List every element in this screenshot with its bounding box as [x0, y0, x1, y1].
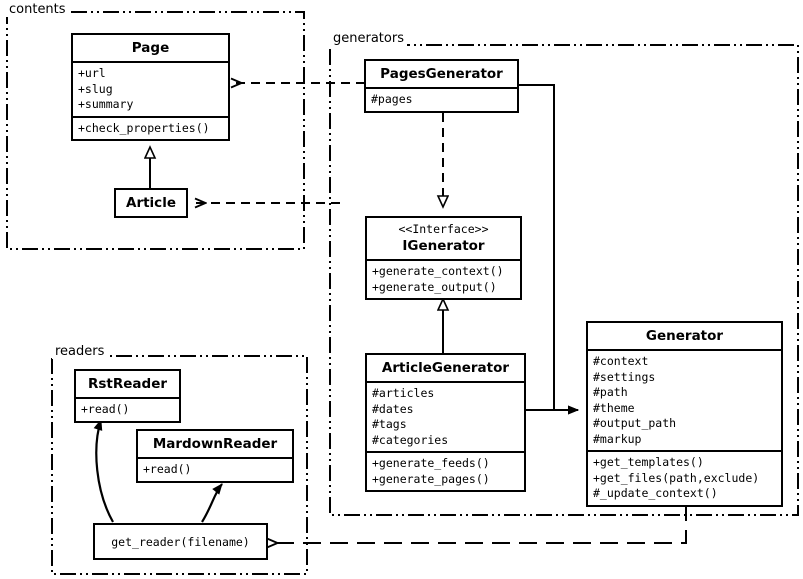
article-class-title: Article: [126, 195, 176, 211]
articlegenerator-class-title: ArticleGenerator: [381, 360, 510, 376]
igenerator-operations: [367, 259, 520, 298]
rstreader-class-title: RstReader: [87, 376, 168, 392]
articlegenerator-attr-tags: #tags: [372, 417, 407, 431]
generator-op-update-context: #_update_context(): [593, 486, 718, 500]
contents-package-label: contents: [6, 2, 69, 17]
generators-package-label: generators: [330, 31, 407, 46]
mardownreader-class[interactable]: [136, 429, 294, 483]
generator-attr-context: #context: [593, 354, 649, 368]
pagesgenerator-class[interactable]: [364, 59, 519, 113]
generator-op-get-templates: +get_templates(): [593, 455, 704, 469]
page-op-check-properties: +check_properties(): [78, 120, 210, 135]
rstreader-op-read: +read(): [81, 402, 130, 416]
generator-attr-theme: #theme: [593, 400, 635, 415]
page-class-title: Page: [131, 40, 170, 56]
rstreader-class[interactable]: [74, 369, 181, 423]
page-attr-summary: +summary: [78, 97, 134, 111]
generator-class-title: Generator: [645, 328, 724, 344]
generator-attr-markup: #markup: [593, 431, 642, 446]
readers-package-label: readers: [52, 344, 107, 359]
page-class-operations: [73, 116, 228, 140]
articlegenerator-attr-articles: #articles: [372, 386, 435, 400]
igenerator-stereotype: <<Interface>>: [398, 222, 489, 236]
articlegenerator-op-generate-feeds: +generate_feeds(): [372, 456, 490, 470]
igenerator-op-generate-context: +generate_context(): [372, 264, 504, 278]
articlegenerator-class[interactable]: [365, 353, 526, 492]
igenerator-interface[interactable]: [365, 216, 522, 300]
get-reader-function[interactable]: [93, 523, 268, 560]
generator-op-get-files: +get_files(path,exclude): [593, 470, 760, 485]
generator-attributes: [588, 349, 781, 450]
get-reader-function-label: get_reader(filename): [111, 534, 250, 549]
page-class[interactable]: [71, 33, 230, 141]
articlegenerator-attr-dates: #dates: [372, 401, 414, 416]
page-attr-slug: +slug: [78, 81, 113, 96]
igenerator-op-generate-output: +generate_output(): [372, 279, 497, 294]
articlegenerator-op-generate-pages: +generate_pages(): [372, 471, 490, 486]
generator-operations: [588, 450, 781, 505]
page-attr-url: +url: [78, 66, 106, 80]
mardownreader-op-read: +read(): [143, 462, 192, 476]
generator-attr-path: #path: [593, 385, 628, 399]
pagesgenerator-class-attributes: [366, 87, 517, 111]
generator-attr-output-path: #output_path: [593, 416, 677, 430]
generator-attr-settings: #settings: [593, 369, 656, 384]
article-class[interactable]: [114, 188, 188, 218]
rstreader-operations: [76, 397, 179, 421]
articlegenerator-attributes: [367, 381, 524, 451]
pagesgenerator-class-title: PagesGenerator: [380, 66, 503, 82]
pagesgenerator-attr-pages: #pages: [371, 92, 413, 106]
articlegenerator-attr-categories: #categories: [372, 432, 449, 447]
page-class-attributes: [73, 61, 228, 116]
generator-class[interactable]: [586, 321, 783, 507]
articlegenerator-operations: [367, 451, 524, 490]
mardownreader-operations: [138, 457, 292, 481]
igenerator-title: IGenerator: [402, 238, 485, 254]
mardownreader-class-title: MardownReader: [152, 436, 278, 452]
